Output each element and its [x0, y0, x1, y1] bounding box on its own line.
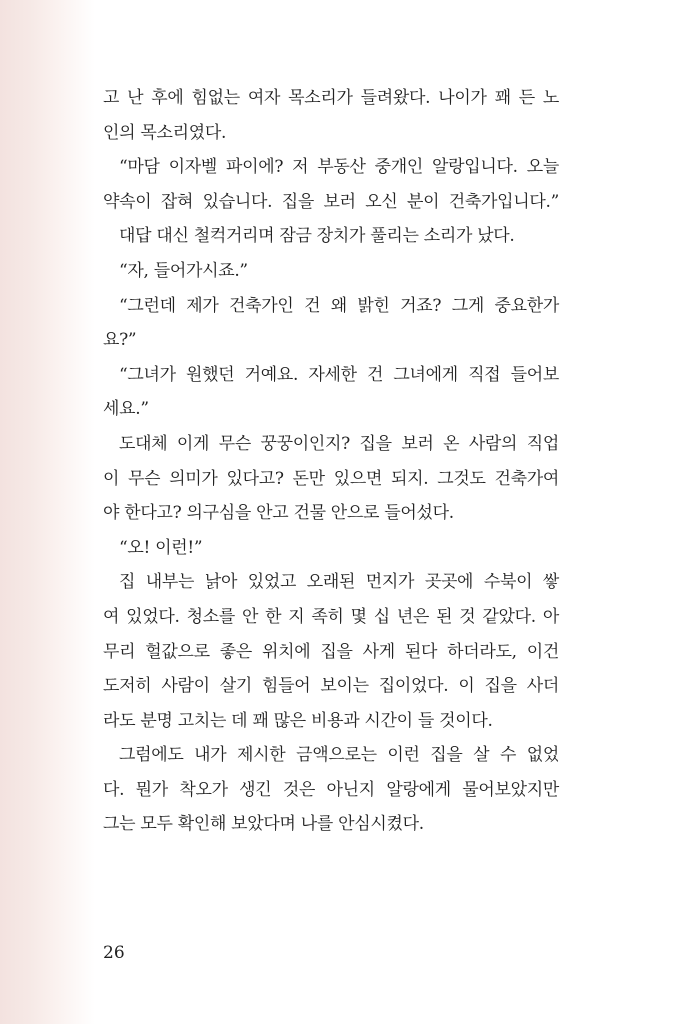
text-line: “그녀가 원했던 거예요. 자세한 건 그녀에게 직접 들어보 [119, 364, 559, 385]
text-line: 대답 대신 철컥거리며 잠금 장치가 풀리는 소리가 났다. [119, 226, 515, 247]
text-line: 약속이 잡혀 있습니다. 집을 보러 오신 분이 건축가입니다.” [103, 191, 559, 212]
text-line: 여 있었다. 청소를 안 한 지 족히 몇 십 년은 된 것 같았다. 아 [103, 606, 559, 627]
text-line: “마담 이자벨 파이에? 저 부동산 중개인 알랑입니다. 오늘 [119, 157, 559, 178]
text-line: 도저히 사람이 살기 힘들어 보이는 집이었다. 이 집을 사더 [103, 676, 559, 697]
text-line: 고 난 후에 힘없는 여자 목소리가 들려왔다. 나이가 꽤 든 노 [103, 88, 559, 108]
text-line: 야 한다고? 의구심을 안고 건물 안으로 들어섰다. [103, 503, 454, 524]
text-line: 다. 뭔가 착오가 생긴 것은 아닌지 알랑에게 물어보았지만 [103, 779, 559, 800]
text-line: 인의 목소리였다. [103, 122, 227, 143]
text-line: 그는 모두 확인해 보았다며 나를 안심시켰다. [103, 814, 424, 835]
text-line: 요?” [103, 330, 137, 351]
text-line: 이 무슨 의미가 있다고? 돈만 있으면 되지. 그것도 건축가여 [103, 468, 559, 489]
text-line: “그런데 제가 건축가인 건 왜 밝힌 거죠? 그게 중요한가 [119, 295, 559, 316]
text-line: “오! 이런!” [119, 537, 203, 558]
text-line: 세요.” [103, 399, 149, 420]
text-line: 그럼에도 내가 제시한 금액으로는 이런 집을 살 수 없었 [119, 745, 559, 766]
page-number: 26 [103, 943, 125, 963]
text-line: 도대체 이게 무슨 꿍꿍이인지? 집을 보러 온 사람의 직업 [119, 433, 559, 454]
text-line: 라도 분명 고치는 데 꽤 많은 비용과 시간이 들 것이다. [103, 710, 493, 731]
text-line: “자, 들어가시죠.” [119, 260, 248, 281]
text-line: 무리 헐값으로 좋은 위치에 집을 사게 된다 하더라도, 이건 [103, 641, 559, 662]
body-text [103, 81, 559, 842]
text-line: 집 내부는 낡아 있었고 오래된 먼지가 곳곳에 수북이 쌓 [119, 572, 559, 593]
